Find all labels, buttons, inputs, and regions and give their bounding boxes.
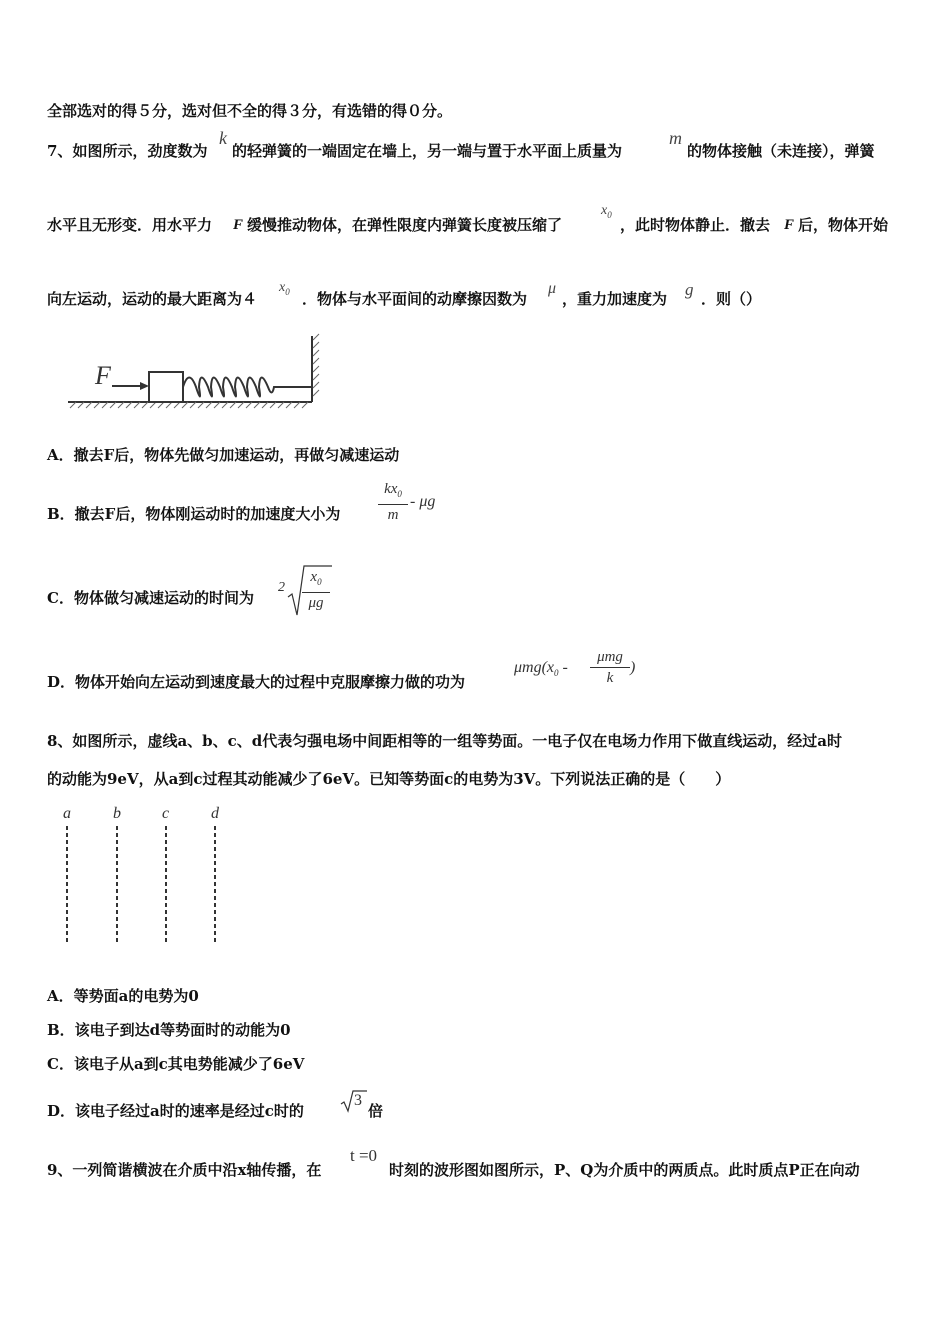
q7-sym-m: m [669,128,682,148]
q7-sym-F2: F [784,217,795,233]
q7-number: 7、 [47,142,73,160]
equipotential-figure [55,800,235,950]
q7-c-fraction: $x_0$ μg [302,568,330,612]
q7-b-tail: - μg [410,493,436,510]
spring-figure [62,330,332,412]
q8-d-sqrt-value: 3 [354,1092,362,1109]
q7-line2-d: 后，物体开始 [798,216,889,234]
block [149,372,183,402]
q7-line2-b: 缓慢推动物体，在弹性限度内弹簧长度被压缩了 [247,216,563,234]
label-a: a [63,805,71,822]
q7-line2-a: 水平且无形变．用水平力 [47,216,213,234]
label-b: b [113,805,121,822]
q8-option-b: B．该电子到达d等势面时的动能为0 [47,1021,291,1039]
label-d: d [211,805,219,822]
q7-option-a: A．撤去F后，物体先做匀加速运动，再做匀减速运动 [47,446,400,464]
force-label: F [95,361,111,390]
q7-b-fraction: $kx_0$ m [378,480,408,524]
q7-line1-c: 的物体接触（未连接），弹簧 [687,142,875,160]
q7-option-d: D．物体开始向左运动到速度最大的过程中克服摩擦力做的功为 [47,673,466,691]
q7-sym-k: k [219,128,227,148]
force-arrow-head [140,382,149,390]
q9-line1-a: 9、一列简谐横波在介质中沿x轴传播，在 [47,1161,322,1179]
q8-line1: 8、如图所示，虚线a、b、c、d代表匀强电场中间距相等的一组等势面。一电子仅在电场力作用下做直线运动，经过a时 [47,732,842,750]
wall-hatch [313,334,319,396]
q7-option-c: C．物体做匀减速运动的时间为 [47,589,254,607]
q9-sym-t0: t =0 [350,1146,378,1165]
label-c: c [162,805,170,822]
q7-d-fraction: μmg k [590,648,630,687]
q8-option-a: A．等势面a的电势为0 [47,987,199,1005]
q7-sym-F: F [233,217,244,233]
q7-line3-a: 向左运动，运动的最大距离为４ [47,290,258,308]
q7-line3-c: ，重力加速度为 [562,290,668,308]
q7-d-pre: $\mu mg(x_0$ - [514,659,568,679]
q7-line2-c: ，此时物体静止．撤去 [620,216,771,234]
q8-option-c: C．该电子从a到c其电势能减少了6eV [47,1055,305,1073]
q7-sym-g: g [685,280,694,299]
spring-coil [183,378,312,397]
q7-line1-a: 如图所示，劲度数为 [72,142,208,160]
q8-option-d: D．该电子经过a时的速率是经过c时的 [47,1102,304,1120]
intro-line: 全部选对的得５分，选对但不全的得３分，有选错的得０分。 [47,102,453,120]
q7-line1-b: 的轻弹簧的一端固定在墙上，另一端与置于水平面上质量为 [232,142,623,160]
q7-sym-x0-b: $x_0$ [279,280,290,297]
q7-line3-b: ．物体与水平面间的动摩擦因数为 [302,290,528,308]
q7-line1 [47,141,207,161]
q7-d-post: ) [630,659,636,676]
q7-option-b: B．撤去F后，物体刚运动时的加速度大小为 [47,505,341,523]
q8-line2: 的动能为9eV，从a到c过程其动能减少了6eV。已知等势面c的电势为3V。下列说法正确的是（ ） [47,770,731,788]
q7-sym-x0: $x_0$ [601,203,612,220]
q7-sym-mu: μ [548,280,557,297]
q7-c-coef: 2 [278,580,285,595]
q8-option-d-tail: 倍 [368,1102,384,1120]
q7-line3-d: ．则（） [701,290,762,308]
q9-line1-b: 时刻的波形图如图所示，P、Q为介质中的两质点。此时质点P正在向动 [389,1161,860,1179]
